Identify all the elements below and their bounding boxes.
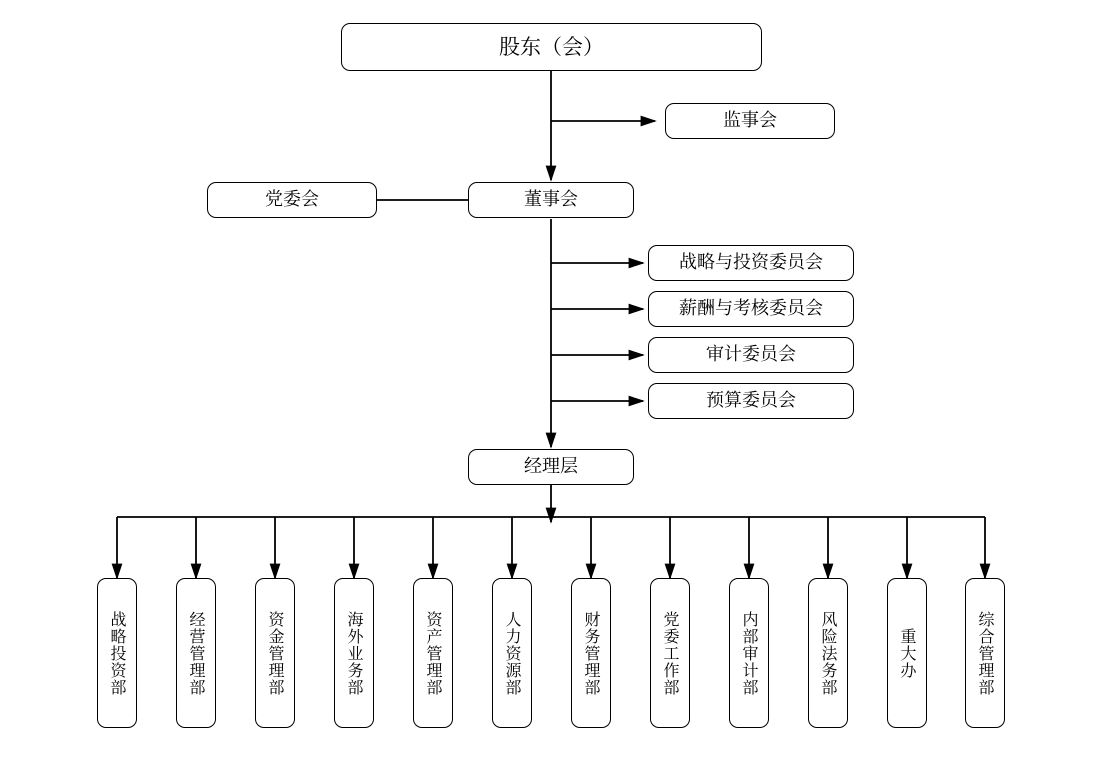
node-department-party-affairs-label: 党委工作部 (661, 610, 680, 696)
node-department-major-projects-office[interactable] (887, 578, 927, 728)
node-department-strategy-investment[interactable] (97, 578, 137, 728)
node-department-asset-management[interactable] (413, 578, 453, 728)
node-department-asset-management-label: 资产管理部 (424, 610, 443, 696)
node-board-of-directors[interactable] (468, 182, 634, 218)
node-department-general-administration[interactable] (965, 578, 1005, 728)
node-department-treasury-label: 资金管理部 (266, 610, 285, 696)
node-department-risk-legal[interactable] (808, 578, 848, 728)
node-management-label: 经理层 (524, 456, 578, 478)
node-department-internal-audit[interactable] (729, 578, 769, 728)
node-management[interactable] (468, 449, 634, 485)
node-department-finance-label: 财务管理部 (582, 610, 601, 696)
node-department-internal-audit-label: 内部审计部 (740, 610, 759, 696)
node-department-party-affairs[interactable] (650, 578, 690, 728)
node-committee-strategy-investment[interactable] (648, 245, 854, 281)
node-shareholders[interactable] (341, 23, 762, 71)
node-department-operations-management-label: 经营管理部 (187, 610, 206, 696)
node-party-committee[interactable] (207, 182, 377, 218)
node-committee-strategy-investment-label: 战略与投资委员会 (679, 252, 823, 274)
node-department-human-resources-label: 人力资源部 (503, 610, 522, 696)
node-department-human-resources[interactable] (492, 578, 532, 728)
node-committee-audit[interactable] (648, 337, 854, 373)
node-department-risk-legal-label: 风险法务部 (819, 610, 838, 696)
node-committee-compensation-appraisal[interactable] (648, 291, 854, 327)
node-committee-audit-label: 审计委员会 (706, 344, 796, 366)
node-department-operations-management[interactable] (176, 578, 216, 728)
node-department-treasury[interactable] (255, 578, 295, 728)
node-supervisory-board[interactable] (665, 103, 835, 139)
node-department-strategy-investment-label: 战略投资部 (108, 610, 127, 696)
node-department-overseas-business[interactable] (334, 578, 374, 728)
node-department-finance[interactable] (571, 578, 611, 728)
node-department-general-administration-label: 综合管理部 (976, 610, 995, 696)
node-supervisory-board-label: 监事会 (723, 110, 777, 132)
node-committee-budget-label: 预算委员会 (706, 390, 796, 412)
node-party-committee-label: 党委会 (265, 189, 319, 211)
node-department-major-projects-office-label: 重大办 (898, 627, 917, 679)
node-board-of-directors-label: 董事会 (524, 189, 578, 211)
node-department-overseas-business-label: 海外业务部 (345, 610, 364, 696)
node-committee-budget[interactable] (648, 383, 854, 419)
node-shareholders-label: 股东（会） (499, 34, 604, 59)
node-committee-compensation-appraisal-label: 薪酬与考核委员会 (679, 298, 823, 320)
